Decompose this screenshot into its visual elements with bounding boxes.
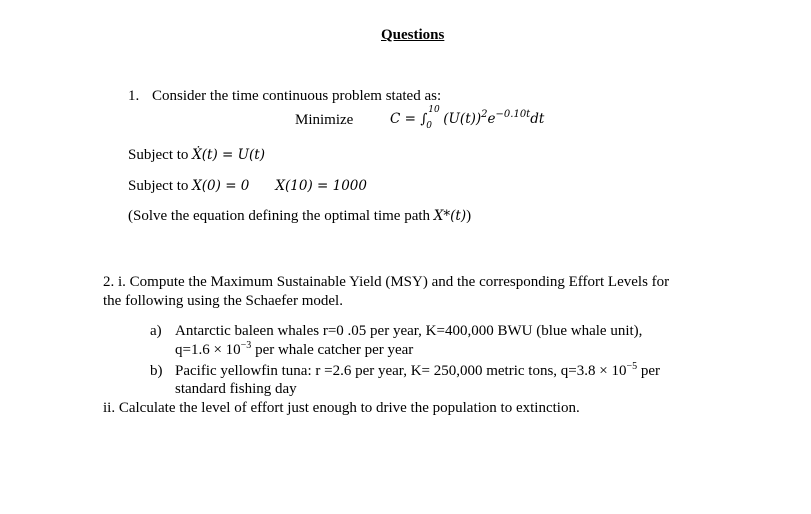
item-b-line-1: Pacific yellowfin tuna: r =2.6 per year, K= 250,000 metric tons, q=3.8 × 10 (175, 363, 627, 379)
solve-instruction (128, 207, 471, 225)
constraint-1-math: Ẋ(t) = U(t) (192, 147, 265, 163)
integrand-power: 2 (481, 109, 488, 120)
question-1-number: 1. (128, 88, 140, 104)
item-b-line-2: standard fishing day (175, 381, 297, 397)
question-2-part-ii: ii. Calculate the level of effort just enough to drive the population to extinction. (103, 400, 580, 416)
list-item (150, 322, 642, 340)
integral-upper-limit: 10 (428, 105, 440, 115)
exp-power: −0.10t (495, 109, 531, 120)
constraint-2-terminal: X(10) = 1000 (275, 178, 367, 194)
objective-formula (390, 105, 545, 131)
solve-math: X*(t) (433, 208, 467, 224)
question-2-line-1: 2. i. Compute the Maximum Sustainable Yield (MSY) and the corresponding Effort Levels for (103, 274, 670, 290)
page-title: Questions (381, 27, 445, 43)
exp-base: e (487, 111, 496, 127)
minimize-label: Minimize (295, 112, 354, 128)
constraint-2-label: Subject to (128, 178, 193, 194)
item-b-label: b) (150, 363, 163, 379)
integrand: (U(t)) (443, 111, 482, 127)
item-a-exponent: −3 (240, 340, 252, 351)
item-a-label: a) (150, 323, 162, 339)
list-item: b) Pacific yellowfin tuna: r =2.6 per year, K= 250,000 metric tons, $q=3.8 \times 10^{-5}$ per (150, 361, 661, 379)
question-1-intro (128, 87, 441, 105)
item-b-exponent: −5 (626, 361, 638, 372)
constraint-1 (128, 146, 265, 164)
item-a-line-1: Antarctic baleen whales r=0 .05 per year, K=400,000 BWU (blue whale unit), (175, 323, 643, 339)
constraint-2 (128, 177, 367, 195)
question-2-line-2: the following using the Schaefer model. (103, 293, 343, 309)
integral-sign: ∫ (420, 111, 428, 127)
question-1-text: Consider the time continuous problem stated as: (152, 88, 442, 104)
constraint-2-initial: X(0) = 0 (192, 178, 250, 194)
solve-close: ) (466, 208, 472, 224)
solve-text: (Solve the equation defining the optimal time path (128, 208, 434, 224)
differential: dt (530, 111, 545, 127)
constraint-1-label: Subject to (128, 147, 193, 163)
integral-lower-limit: 0 (426, 121, 433, 131)
objective-lhs: C = (390, 111, 421, 127)
item-a-line-2: $q=1.6 \times 10^{-3}$ per whale catcher per year (175, 340, 414, 358)
